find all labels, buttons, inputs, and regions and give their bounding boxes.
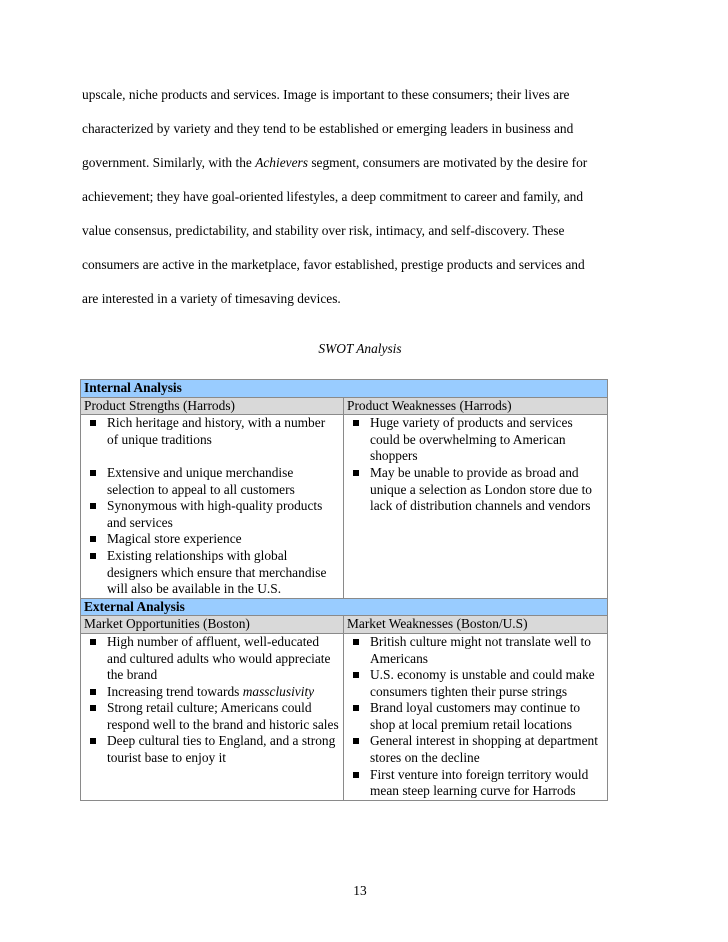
external-content-row: [81, 633, 608, 800]
body-line: upscale, niche products and services. Image is important to these consumers; their lives are: [82, 87, 570, 102]
square-bullet-icon: [90, 689, 96, 695]
external-analysis-header: External Analysis: [81, 598, 608, 616]
list-item: Brand loyal customers may continue to shop at local premium retail locations: [348, 700, 603, 733]
list-item: Rich heritage and history, with a number of unique traditions: [85, 415, 339, 448]
page-number: 13: [353, 883, 367, 898]
square-bullet-icon: [353, 738, 359, 744]
massclusivity-term: massclusivity: [242, 683, 315, 699]
list-item: Synonymous with high-quality products and services: [85, 498, 339, 531]
body-line: are interested in a variety of timesaving devices.: [82, 291, 341, 306]
body-line: [82, 146, 642, 180]
list-item: First venture into foreign territory would mean steep learning curve for Harrods: [348, 767, 603, 800]
square-bullet-icon: [353, 470, 359, 476]
body-line: value consensus, predictability, and stability over risk, intimacy, and self-discovery. These: [82, 223, 565, 238]
internal-analysis-header: Internal Analysis: [81, 380, 608, 398]
achievers-term: Achievers: [255, 155, 308, 170]
list-item: British culture might not translate well to Americans: [348, 634, 603, 667]
swot-table: [80, 379, 608, 801]
list-item: High number of affluent, well-educated and cultured adults who would appreciate the brand: [85, 634, 339, 684]
body-line: characterized by variety and they tend to be established or emerging leaders in business and: [82, 121, 574, 136]
list-item: U.S. economy is unstable and could make consumers tighten their purse strings: [348, 667, 603, 700]
market-weaknesses-cell: [344, 633, 608, 800]
internal-content-row: [81, 415, 608, 599]
strengths-header: Product Strengths (Harrods): [81, 397, 344, 415]
list-item: Extensive and unique merchandise selection to appeal to all customers: [85, 465, 339, 498]
square-bullet-icon: [90, 420, 96, 426]
body-text-segment: government. Similarly, with the: [82, 155, 256, 170]
body-line: consumers are active in the marketplace, favor established, prestige products and services and: [82, 257, 585, 272]
market-weaknesses-list: [348, 634, 603, 800]
list-item: General interest in shopping at department stores on the decline: [348, 733, 603, 766]
square-bullet-icon: [90, 536, 96, 542]
internal-analysis-row: [81, 380, 608, 398]
square-bullet-icon: [90, 470, 96, 476]
square-bullet-icon: [353, 420, 359, 426]
square-bullet-icon: [90, 639, 96, 645]
square-bullet-icon: [353, 705, 359, 711]
list-item: Magical store experience: [85, 531, 339, 548]
body-text-segment: segment, consumers are motivated by the desire for: [307, 155, 588, 170]
square-bullet-icon: [90, 705, 96, 711]
opportunities-cell: [81, 633, 344, 800]
square-bullet-icon: [90, 738, 96, 744]
square-bullet-icon: [90, 503, 96, 509]
square-bullet-icon: [353, 639, 359, 645]
body-paragraph: [82, 78, 642, 316]
strengths-list: [85, 415, 339, 598]
list-item: Huge variety of products and services could be overwhelming to American shoppers: [348, 415, 603, 465]
weaknesses-header: Product Weaknesses (Harrods): [344, 397, 608, 415]
list-item: Deep cultural ties to England, and a strong tourist base to enjoy it: [85, 733, 339, 766]
market-weaknesses-header: Market Weaknesses (Boston/U.S): [344, 616, 608, 634]
weaknesses-cell: [344, 415, 608, 599]
weaknesses-list: [348, 415, 603, 515]
external-analysis-row: [81, 598, 608, 616]
square-bullet-icon: [353, 672, 359, 678]
opportunities-list: [85, 634, 339, 767]
square-bullet-icon: [90, 553, 96, 559]
external-subheader-row: [81, 616, 608, 634]
square-bullet-icon: [353, 772, 359, 778]
strengths-cell: [81, 415, 344, 599]
body-line: achievement; they have goal-oriented lifestyles, a deep commitment to career and family, and: [82, 189, 584, 204]
list-item: Increasing trend towards massclusivity: [85, 684, 339, 701]
list-item: Existing relationships with global designers which ensure that merchandise will also be available in the U.S.: [85, 548, 339, 598]
list-item: Strong retail culture; Americans could respond well to the brand and historic sales: [85, 700, 339, 733]
opportunities-header: Market Opportunities (Boston): [81, 616, 344, 634]
internal-subheader-row: [81, 397, 608, 415]
list-item: May be unable to provide as broad and unique a selection as London store due to lack of distribution channels and vendors: [348, 465, 603, 515]
table-caption: SWOT Analysis: [318, 341, 402, 356]
